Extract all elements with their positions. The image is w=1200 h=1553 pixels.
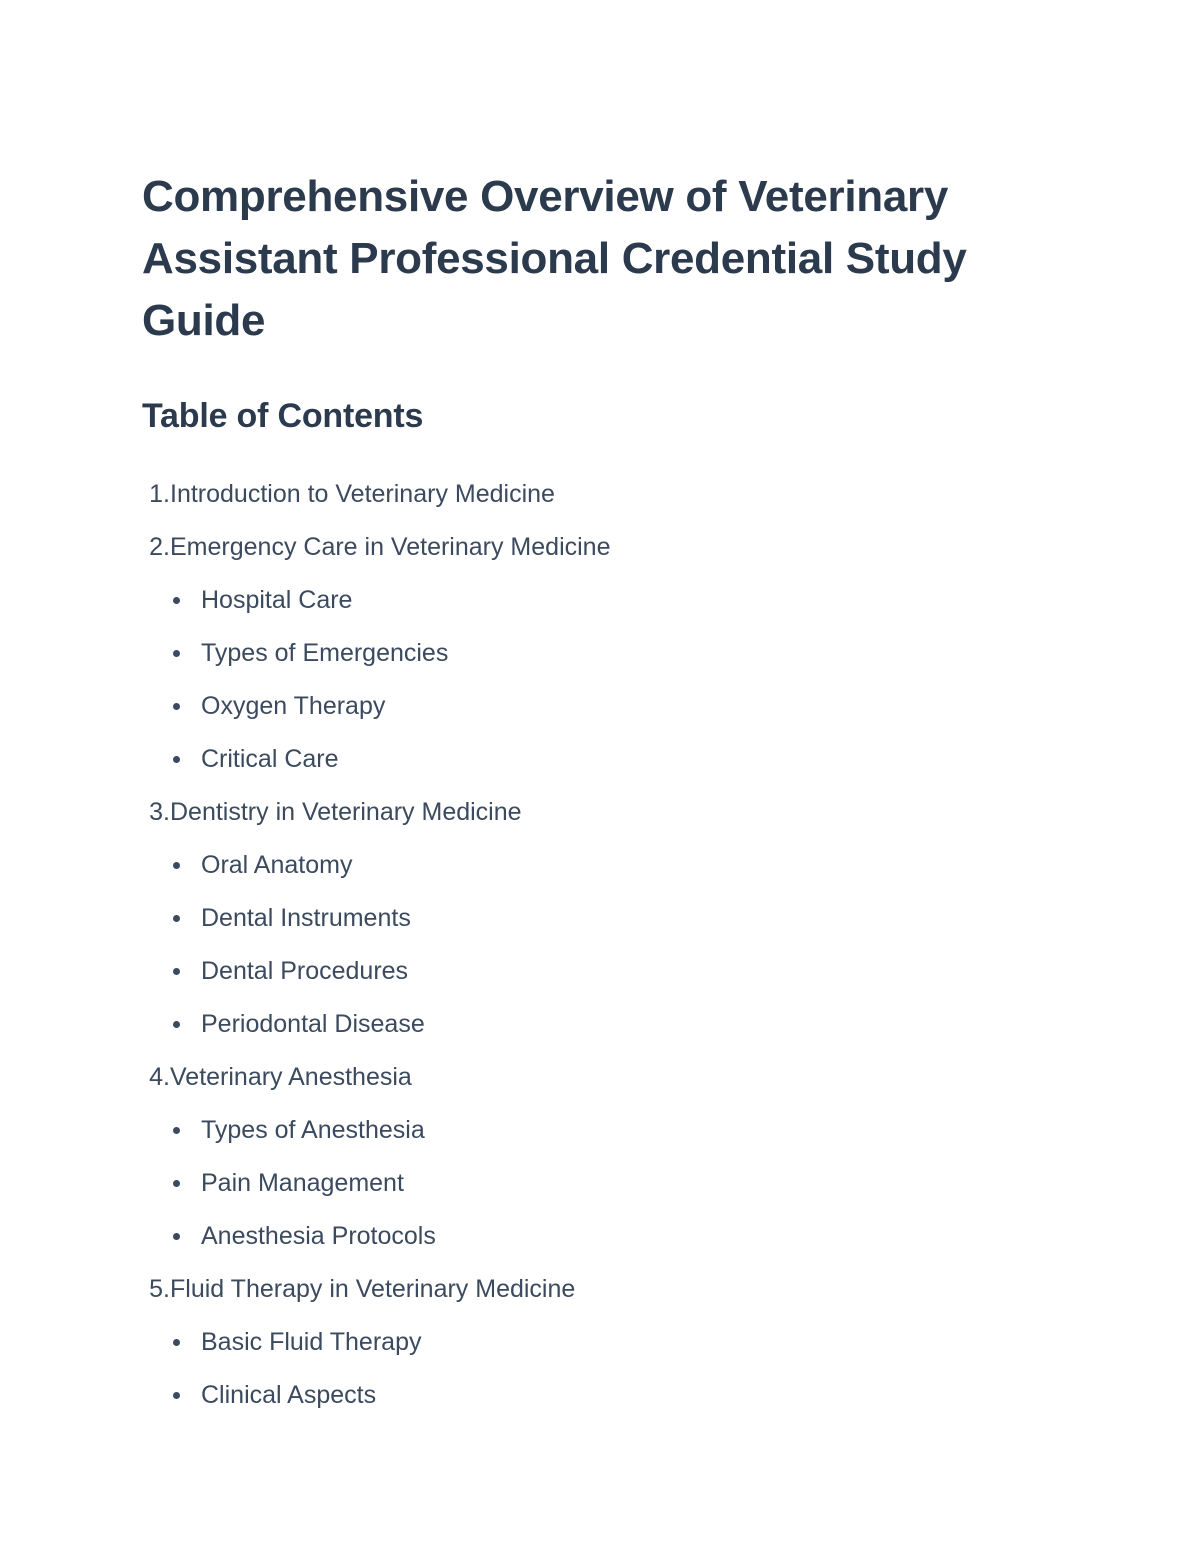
toc-subentry-label: Periodontal Disease: [201, 1010, 425, 1038]
toc-subentry[interactable]: [142, 733, 1072, 786]
toc-entry[interactable]: [142, 1263, 1072, 1316]
toc-subentry-label: Clinical Aspects: [201, 1381, 377, 1409]
toc-subentry-label: Anesthesia Protocols: [201, 1222, 436, 1250]
toc-subentry[interactable]: [142, 945, 1072, 998]
toc-entry-label: Introduction to Veterinary Medicine: [170, 480, 555, 508]
bullet-icon: [173, 1180, 180, 1187]
bullet-icon: [173, 1233, 180, 1240]
bullet-icon: [173, 1339, 180, 1346]
toc-subentry[interactable]: [142, 680, 1072, 733]
toc-subentry-label: Types of Anesthesia: [201, 1116, 425, 1144]
toc-entry-label: Emergency Care in Veterinary Medicine: [170, 533, 611, 561]
toc-subentry[interactable]: [142, 574, 1072, 627]
toc-subentry-label: Critical Care: [201, 745, 339, 773]
bullet-icon: [173, 650, 180, 657]
toc-section: [142, 1051, 1072, 1263]
toc-sublist: [142, 1104, 1072, 1263]
toc-subentry[interactable]: [142, 1210, 1072, 1263]
toc-heading: Table of Contents: [142, 397, 424, 435]
bullet-icon: [173, 1392, 180, 1399]
document-page: [142, 166, 1072, 1422]
toc-sublist: [142, 839, 1072, 1051]
bullet-icon: [173, 1021, 180, 1028]
toc-section: [142, 786, 1072, 1051]
toc-section: [142, 1263, 1072, 1422]
toc-section: [142, 468, 1072, 521]
toc-entry-label: Veterinary Anesthesia: [170, 1063, 412, 1091]
toc-subentry-label: Oxygen Therapy: [201, 692, 386, 720]
toc-subentry-label: Pain Management: [201, 1169, 404, 1197]
toc-entry-number: 1.: [149, 480, 170, 508]
document-title: Comprehensive Overview of Veterinary Assistant Professional Credential Study Guide: [142, 172, 967, 345]
toc-subentry[interactable]: [142, 839, 1072, 892]
bullet-icon: [173, 1127, 180, 1134]
toc-subentry-label: Hospital Care: [201, 586, 353, 614]
toc-subentry[interactable]: [142, 1157, 1072, 1210]
bullet-icon: [173, 756, 180, 763]
toc-entry-number: 5.: [149, 1275, 170, 1303]
toc-subentry-label: Dental Procedures: [201, 957, 409, 985]
toc-entry-number: 3.: [149, 798, 170, 826]
toc-subentry-label: Oral Anatomy: [201, 851, 353, 879]
bullet-icon: [173, 703, 180, 710]
toc-subentry[interactable]: [142, 998, 1072, 1051]
toc-subentry[interactable]: [142, 1104, 1072, 1157]
toc-section: [142, 521, 1072, 786]
toc-entry-label: Fluid Therapy in Veterinary Medicine: [170, 1275, 576, 1303]
toc-sublist: [142, 574, 1072, 786]
toc-entry[interactable]: [142, 1051, 1072, 1104]
bullet-icon: [173, 968, 180, 975]
bullet-icon: [173, 597, 180, 604]
toc-sublist: [142, 1316, 1072, 1422]
toc-subentry-label: Dental Instruments: [201, 904, 411, 932]
toc-subentry[interactable]: [142, 627, 1072, 680]
toc-subentry-label: Types of Emergencies: [201, 639, 449, 667]
bullet-icon: [173, 915, 180, 922]
bullet-icon: [173, 862, 180, 869]
toc-subentry-label: Basic Fluid Therapy: [201, 1328, 422, 1356]
toc-subentry[interactable]: [142, 892, 1072, 945]
toc-subentry[interactable]: [142, 1369, 1072, 1422]
toc-entry-number: 2.: [149, 533, 170, 561]
toc-entry-label: Dentistry in Veterinary Medicine: [170, 798, 522, 826]
toc-entry[interactable]: [142, 521, 1072, 574]
toc-subentry[interactable]: [142, 1316, 1072, 1369]
toc-entry[interactable]: [142, 468, 1072, 521]
table-of-contents: [142, 468, 1072, 1422]
toc-entry-number: 4.: [149, 1063, 170, 1091]
toc-entry[interactable]: [142, 786, 1072, 839]
